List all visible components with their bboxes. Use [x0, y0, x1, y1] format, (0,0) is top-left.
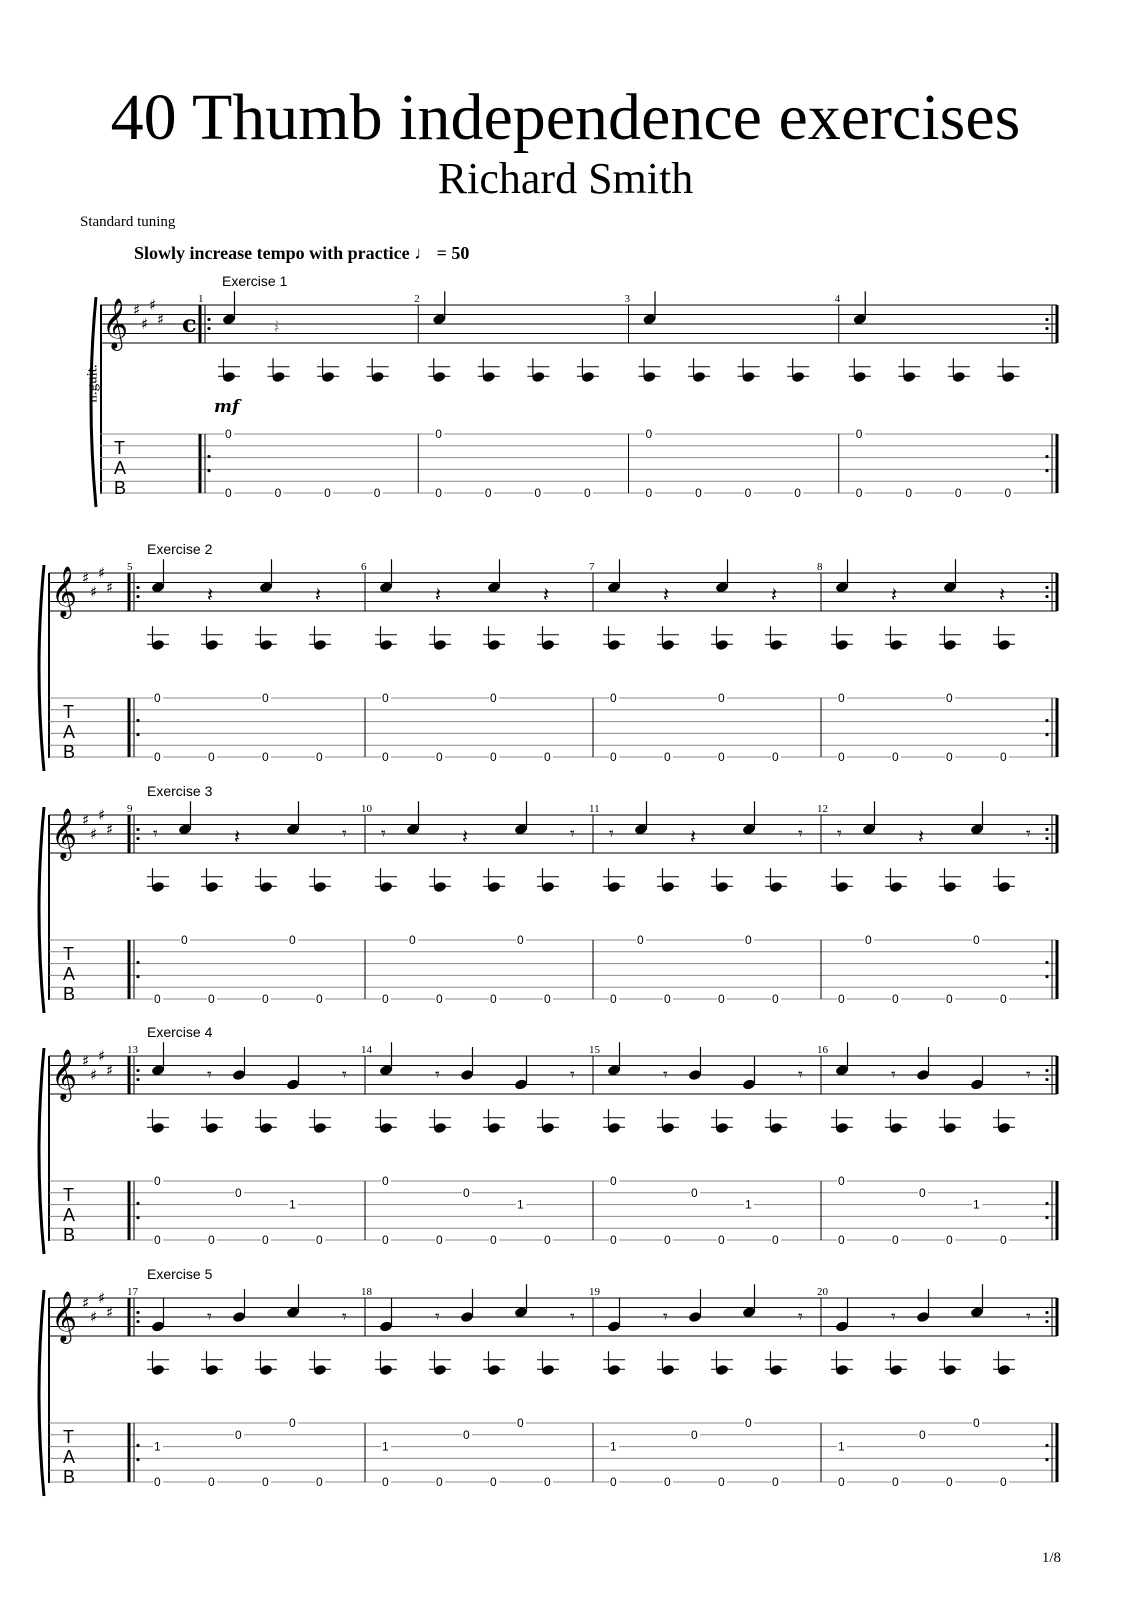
- repeat-dot: [1045, 975, 1048, 978]
- tab-fret-number: 0: [1000, 750, 1007, 764]
- tab-fret-number: 0: [409, 933, 416, 947]
- tab-fret-number: 0: [154, 750, 161, 764]
- tab-fret-number: 1: [973, 1197, 980, 1212]
- measure-number: 14: [361, 1044, 372, 1056]
- tab-fret-number: 0: [154, 1174, 161, 1188]
- tab-fret-number: 0: [610, 1475, 617, 1489]
- tab-fret-number: 0: [544, 992, 551, 1006]
- sharp-icon: ♯: [90, 583, 98, 601]
- repeat-dot: [136, 975, 139, 978]
- tab-fret-number: 0: [946, 1475, 953, 1489]
- exercise-label: Exercise 1: [222, 273, 288, 289]
- tab-clef-t: T: [63, 1427, 74, 1447]
- measure-number: 19: [589, 1286, 600, 1298]
- tab-fret-number: 0: [892, 750, 899, 764]
- tab-fret-number: 0: [946, 750, 953, 764]
- repeat-dot: [136, 1444, 139, 1447]
- quarter-rest-icon: 𝄽: [999, 582, 1006, 607]
- tab-fret-number: 0: [718, 992, 725, 1006]
- eighth-rest-icon: 𝄾: [1026, 823, 1031, 845]
- tab-fret-number: 0: [316, 992, 323, 1006]
- tab-clef-b: B: [114, 478, 127, 498]
- tuning-label: Standard tuning: [80, 214, 176, 230]
- tab-fret-number: 0: [695, 486, 702, 500]
- tab-fret-number: 0: [838, 1174, 845, 1188]
- tab-fret-number: 0: [973, 1416, 980, 1430]
- repeat-dot: [136, 961, 139, 964]
- tab-fret-number: 0: [436, 1475, 443, 1489]
- tab-clef-a: A: [63, 722, 76, 742]
- sharp-icon: ♯: [106, 820, 114, 839]
- repeat-dot: [1045, 1444, 1048, 1447]
- tab-fret-number: 0: [208, 1233, 215, 1247]
- eighth-rest-icon: 𝄾: [435, 1306, 440, 1328]
- eighth-rest-icon: 𝄾: [435, 1064, 440, 1086]
- tab-fret-number: 1: [382, 1439, 389, 1454]
- eighth-rest-icon: 𝄾: [1026, 1064, 1031, 1086]
- eighth-rest-icon: 𝄾: [663, 1306, 668, 1328]
- sharp-icon: ♯: [98, 1047, 106, 1065]
- repeat-dot: [136, 733, 139, 736]
- quarter-rest-icon: 𝄽: [462, 824, 469, 849]
- tab-clef-b: B: [63, 742, 76, 762]
- measure-number: 12: [817, 803, 828, 815]
- repeat-dot: [1045, 1202, 1048, 1205]
- measure-number: 9: [127, 803, 133, 815]
- tab-clef-a: A: [63, 1205, 76, 1225]
- tab-fret-number: 0: [154, 691, 161, 705]
- measure-number: 3: [624, 293, 630, 305]
- tab-fret-number: 0: [262, 750, 269, 764]
- tab-fret-number: 0: [262, 1475, 269, 1489]
- tab-fret-number: 0: [610, 1174, 617, 1188]
- eighth-rest-icon: 𝄾: [153, 823, 158, 845]
- tab-fret-number: 0: [382, 1233, 389, 1247]
- tab-fret-number: 0: [838, 691, 845, 705]
- quarter-rest-icon: 𝄽: [234, 824, 241, 849]
- tab-fret-number: 0: [838, 1233, 845, 1247]
- tab-fret-number: 0: [744, 486, 752, 500]
- tab-fret-number: 0: [436, 992, 443, 1006]
- eighth-rest-icon: 𝄾: [798, 1306, 803, 1328]
- sharp-icon: ♯: [90, 825, 98, 843]
- tab-fret-number: 0: [289, 1416, 296, 1430]
- tab-fret-number: 0: [435, 427, 442, 441]
- measure-number: 16: [817, 1044, 828, 1056]
- measure-number: 17: [127, 1286, 138, 1298]
- tab-fret-number: 0: [610, 1233, 617, 1247]
- tab-fret-number: 0: [544, 750, 551, 764]
- tab-fret-number: 0: [919, 1427, 926, 1442]
- tab-fret-number: 0: [534, 486, 542, 500]
- tab-fret-number: 0: [772, 1475, 779, 1489]
- tab-clef-t: T: [114, 438, 125, 458]
- tab-fret-number: 1: [610, 1439, 617, 1454]
- repeat-dot: [136, 1458, 139, 1461]
- tab-fret-number: 0: [517, 1416, 524, 1430]
- tab-fret-number: 0: [637, 933, 644, 947]
- repeat-dot: [1045, 837, 1048, 840]
- repeat-dot: [1045, 595, 1048, 598]
- tempo-text: Slowly increase tempo with practice: [134, 243, 410, 263]
- repeat-dot: [207, 455, 210, 458]
- treble-clef-icon: 𝄞: [51, 1291, 78, 1342]
- tab-clef-a: A: [63, 964, 76, 984]
- tab-fret-number: 0: [1000, 1475, 1007, 1489]
- tab-fret-number: 0: [316, 1475, 323, 1489]
- tab-fret-number: 0: [490, 691, 497, 705]
- eighth-rest-icon: 𝄾: [1026, 1306, 1031, 1328]
- tab-fret-number: 0: [373, 486, 381, 500]
- sharp-icon: ♯: [98, 806, 106, 824]
- tab-fret-number: 0: [316, 750, 323, 764]
- tab-fret-number: 0: [517, 933, 524, 947]
- tab-fret-number: 0: [490, 750, 497, 764]
- repeat-dot: [1045, 1069, 1048, 1072]
- tab-fret-number: 0: [954, 486, 962, 500]
- tab-fret-number: 0: [484, 486, 492, 500]
- repeat-dot: [207, 327, 210, 330]
- eighth-rest-icon: 𝄾: [570, 1064, 575, 1086]
- eighth-rest-icon: 𝄾: [570, 1306, 575, 1328]
- tab-fret-number: 0: [772, 1233, 779, 1247]
- sharp-icon: ♯: [82, 568, 90, 587]
- tab-fret-number: 0: [664, 750, 671, 764]
- sharp-icon: ♯: [82, 1051, 90, 1070]
- tab-fret-number: 1: [517, 1197, 524, 1212]
- treble-clef-icon: 𝄞: [51, 808, 78, 859]
- measure-number: 4: [834, 293, 841, 305]
- tab-fret-number: 0: [490, 992, 497, 1006]
- repeat-dot: [1045, 1311, 1048, 1314]
- repeat-dot: [136, 719, 139, 722]
- tab-fret-number: 0: [973, 933, 980, 947]
- page-number: 1/8: [1041, 1550, 1061, 1566]
- eighth-rest-icon: 𝄾: [570, 823, 575, 845]
- tab-fret-number: 0: [691, 1185, 698, 1200]
- tab-fret-number: 0: [838, 1475, 845, 1489]
- repeat-dot: [1045, 318, 1048, 321]
- tab-clef-b: B: [63, 984, 76, 1004]
- tab-fret-number: 1: [154, 1439, 161, 1454]
- repeat-dot: [1045, 1216, 1048, 1219]
- repeat-dot: [1045, 455, 1048, 458]
- eighth-rest-icon: 𝄾: [342, 1064, 347, 1086]
- eighth-rest-icon: 𝄾: [663, 1064, 668, 1086]
- quarter-rest-icon: 𝄽: [891, 582, 898, 607]
- tab-fret-number: 0: [892, 1475, 899, 1489]
- tab-fret-number: 0: [154, 1475, 161, 1489]
- tab-fret-number: 0: [235, 1185, 242, 1200]
- quarter-rest-icon: 𝄽: [690, 824, 697, 849]
- tab-fret-number: 0: [664, 992, 671, 1006]
- tab-fret-number: 0: [154, 1233, 161, 1247]
- exercise-label: Exercise 2: [147, 541, 213, 557]
- tab-clef-t: T: [63, 702, 74, 722]
- repeat-dot: [1045, 719, 1048, 722]
- tab-fret-number: 0: [772, 750, 779, 764]
- tab-fret-number: 0: [718, 750, 725, 764]
- repeat-dot: [136, 1078, 139, 1081]
- eighth-rest-icon: 𝄾: [798, 823, 803, 845]
- tab-fret-number: 0: [435, 486, 442, 500]
- tab-fret-number: 0: [154, 992, 161, 1006]
- tempo-value: = 50: [436, 243, 470, 263]
- exercise-label: Exercise 3: [147, 783, 213, 799]
- sharp-icon: ♯: [141, 315, 149, 333]
- repeat-dot: [136, 595, 139, 598]
- score-title: 40 Thumb independence exercises: [110, 81, 1021, 154]
- eighth-rest-icon: 𝄾: [798, 1064, 803, 1086]
- tab-fret-number: 0: [225, 427, 232, 441]
- eighth-rest-icon: 𝄾: [342, 1306, 347, 1328]
- composer-name: Richard Smith: [437, 154, 694, 203]
- repeat-dot: [136, 837, 139, 840]
- tab-fret-number: 0: [1004, 486, 1012, 500]
- tab-fret-number: 0: [718, 1475, 725, 1489]
- tab-fret-number: 0: [610, 992, 617, 1006]
- quarter-rest-icon: 𝄽: [207, 582, 214, 607]
- sharp-icon: ♯: [133, 300, 141, 319]
- dynamic-marking: mf: [214, 397, 240, 417]
- quarter-rest-icon: 𝄽: [435, 582, 442, 607]
- tab-fret-number: 0: [583, 486, 591, 500]
- tab-fret-number: 1: [838, 1439, 845, 1454]
- sharp-icon: ♯: [157, 310, 165, 329]
- tab-fret-number: 0: [919, 1185, 926, 1200]
- quarter-rest-icon: 𝄽: [918, 824, 925, 849]
- measure-number: 7: [589, 561, 595, 573]
- repeat-dot: [1045, 733, 1048, 736]
- tab-fret-number: 0: [905, 486, 912, 500]
- tab-fret-number: 0: [382, 750, 389, 764]
- sharp-icon: ♯: [106, 1303, 114, 1322]
- tab-clef-b: B: [63, 1467, 76, 1487]
- measure-number: 5: [127, 561, 133, 573]
- eighth-rest-icon: 𝄾: [891, 1064, 896, 1086]
- tab-fret-number: 0: [382, 691, 389, 705]
- eighth-rest-icon: 𝄾: [609, 823, 614, 845]
- tab-fret-number: 0: [664, 1475, 671, 1489]
- tab-fret-number: 0: [1000, 1233, 1007, 1247]
- tab-fret-number: 0: [946, 691, 953, 705]
- system-bracket: [91, 297, 96, 507]
- tab-fret-number: 0: [316, 1233, 323, 1247]
- tab-fret-number: 0: [718, 691, 725, 705]
- tab-fret-number: 0: [289, 933, 296, 947]
- sharp-icon: ♯: [149, 296, 157, 314]
- tab-fret-number: 0: [645, 427, 653, 441]
- tab-fret-number: 0: [208, 992, 215, 1006]
- quarter-rest-icon: 𝄽: [771, 582, 778, 607]
- sharp-icon: ♯: [90, 1066, 98, 1084]
- sharp-icon: ♯: [90, 1308, 98, 1326]
- eighth-rest-icon: 𝄾: [207, 1064, 212, 1086]
- repeat-dot: [1045, 327, 1048, 330]
- measure-number: 10: [361, 803, 372, 815]
- sharp-icon: ♯: [82, 1293, 90, 1312]
- eighth-rest-icon: 𝄾: [381, 823, 386, 845]
- measure-number: 6: [361, 561, 367, 573]
- quarter-rest-icon: 𝄽: [543, 582, 550, 607]
- tab-fret-number: 0: [463, 1427, 470, 1442]
- tab-fret-number: 0: [324, 486, 331, 500]
- measure-number: 1: [198, 293, 204, 305]
- tab-fret-number: 0: [544, 1233, 551, 1247]
- repeat-dot: [136, 1311, 139, 1314]
- tab-fret-number: 0: [838, 992, 845, 1006]
- repeat-dot: [207, 469, 210, 472]
- tab-fret-number: 0: [208, 750, 215, 764]
- tab-fret-number: 0: [772, 992, 779, 1006]
- system-bracket: [39, 807, 44, 1013]
- tab-clef-a: A: [114, 458, 127, 478]
- exercise-label: Exercise 4: [147, 1024, 213, 1040]
- tab-fret-number: 0: [382, 1174, 389, 1188]
- tab-fret-number: 0: [208, 1475, 215, 1489]
- tab-clef-t: T: [63, 944, 74, 964]
- measure-number: 13: [127, 1044, 138, 1056]
- measure-number: 2: [414, 293, 420, 305]
- repeat-dot: [207, 318, 210, 321]
- repeat-dot: [136, 1069, 139, 1072]
- eighth-rest-icon: 𝄾: [342, 823, 347, 845]
- tab-fret-number: 0: [745, 1416, 752, 1430]
- repeat-dot: [136, 828, 139, 831]
- tab-fret-number: 0: [436, 1233, 443, 1247]
- system-bracket: [39, 1290, 44, 1496]
- tab-fret-number: 0: [225, 486, 232, 500]
- quarter-note-icon: ♩: [414, 243, 433, 263]
- tab-fret-number: 1: [745, 1197, 752, 1212]
- tab-fret-number: 0: [718, 1233, 725, 1247]
- repeat-dot: [1045, 1078, 1048, 1081]
- tab-fret-number: 0: [610, 750, 617, 764]
- tab-fret-number: 0: [855, 486, 863, 500]
- tab-fret-number: 0: [262, 1233, 269, 1247]
- repeat-dot: [1045, 586, 1048, 589]
- measure-number: 8: [817, 561, 823, 573]
- system-bracket: [39, 1048, 44, 1254]
- tab-fret-number: 0: [691, 1427, 698, 1442]
- tab-fret-number: 1: [289, 1197, 296, 1212]
- measure-number: 11: [589, 803, 600, 815]
- tab-fret-number: 0: [490, 1233, 497, 1247]
- tab-fret-number: 0: [892, 1233, 899, 1247]
- tab-fret-number: 0: [865, 933, 872, 947]
- eighth-rest-icon: 𝄾: [207, 1306, 212, 1328]
- quarter-rest-icon: 𝄽: [663, 582, 670, 607]
- tab-fret-number: 0: [262, 992, 269, 1006]
- sharp-icon: ♯: [98, 1289, 106, 1307]
- measure-number: 15: [589, 1044, 600, 1056]
- tab-fret-number: 0: [610, 691, 617, 705]
- treble-clef-icon: 𝄞: [51, 1049, 78, 1100]
- tab-fret-number: 0: [745, 933, 752, 947]
- quarter-rest-icon: 𝄽: [273, 314, 280, 339]
- tab-fret-number: 0: [544, 1475, 551, 1489]
- tab-fret-number: 0: [181, 933, 188, 947]
- measure-number: 18: [361, 1286, 372, 1298]
- treble-clef-icon: 𝄞: [102, 298, 129, 349]
- tab-clef-b: B: [63, 1225, 76, 1245]
- sharp-icon: ♯: [98, 564, 106, 582]
- sharp-icon: ♯: [106, 578, 114, 597]
- tab-fret-number: 0: [946, 992, 953, 1006]
- instrument-name: n.guit.: [84, 364, 101, 403]
- tab-fret-number: 0: [463, 1185, 470, 1200]
- repeat-dot: [1045, 961, 1048, 964]
- tab-fret-number: 0: [235, 1427, 242, 1442]
- tab-fret-number: 0: [1000, 992, 1007, 1006]
- repeat-dot: [1045, 1458, 1048, 1461]
- sharp-icon: ♯: [82, 810, 90, 829]
- measure-number: 20: [817, 1286, 828, 1298]
- repeat-dot: [136, 1320, 139, 1323]
- tab-fret-number: 0: [645, 486, 653, 500]
- repeat-dot: [136, 1202, 139, 1205]
- repeat-dot: [1045, 469, 1048, 472]
- tab-clef-t: T: [63, 1185, 74, 1205]
- exercise-label: Exercise 5: [147, 1266, 213, 1282]
- tab-fret-number: 0: [382, 1475, 389, 1489]
- eighth-rest-icon: 𝄾: [891, 1306, 896, 1328]
- common-time-icon: c: [182, 309, 197, 338]
- tab-fret-number: 0: [794, 486, 801, 500]
- tab-fret-number: 0: [838, 750, 845, 764]
- tab-fret-number: 0: [855, 427, 863, 441]
- tab-fret-number: 0: [274, 486, 282, 500]
- system-bracket: [39, 565, 44, 771]
- tab-fret-number: 0: [436, 750, 443, 764]
- tab-clef-a: A: [63, 1447, 76, 1467]
- sharp-icon: ♯: [106, 1061, 114, 1080]
- eighth-rest-icon: 𝄾: [837, 823, 842, 845]
- tab-fret-number: 0: [892, 992, 899, 1006]
- treble-clef-icon: 𝄞: [51, 566, 78, 617]
- repeat-dot: [136, 586, 139, 589]
- tab-fret-number: 0: [946, 1233, 953, 1247]
- tab-fret-number: 0: [262, 691, 269, 705]
- tab-fret-number: 0: [490, 1475, 497, 1489]
- quarter-rest-icon: 𝄽: [315, 582, 322, 607]
- repeat-dot: [1045, 1320, 1048, 1323]
- repeat-dot: [1045, 828, 1048, 831]
- repeat-dot: [136, 1216, 139, 1219]
- tab-fret-number: 0: [664, 1233, 671, 1247]
- tab-fret-number: 0: [382, 992, 389, 1006]
